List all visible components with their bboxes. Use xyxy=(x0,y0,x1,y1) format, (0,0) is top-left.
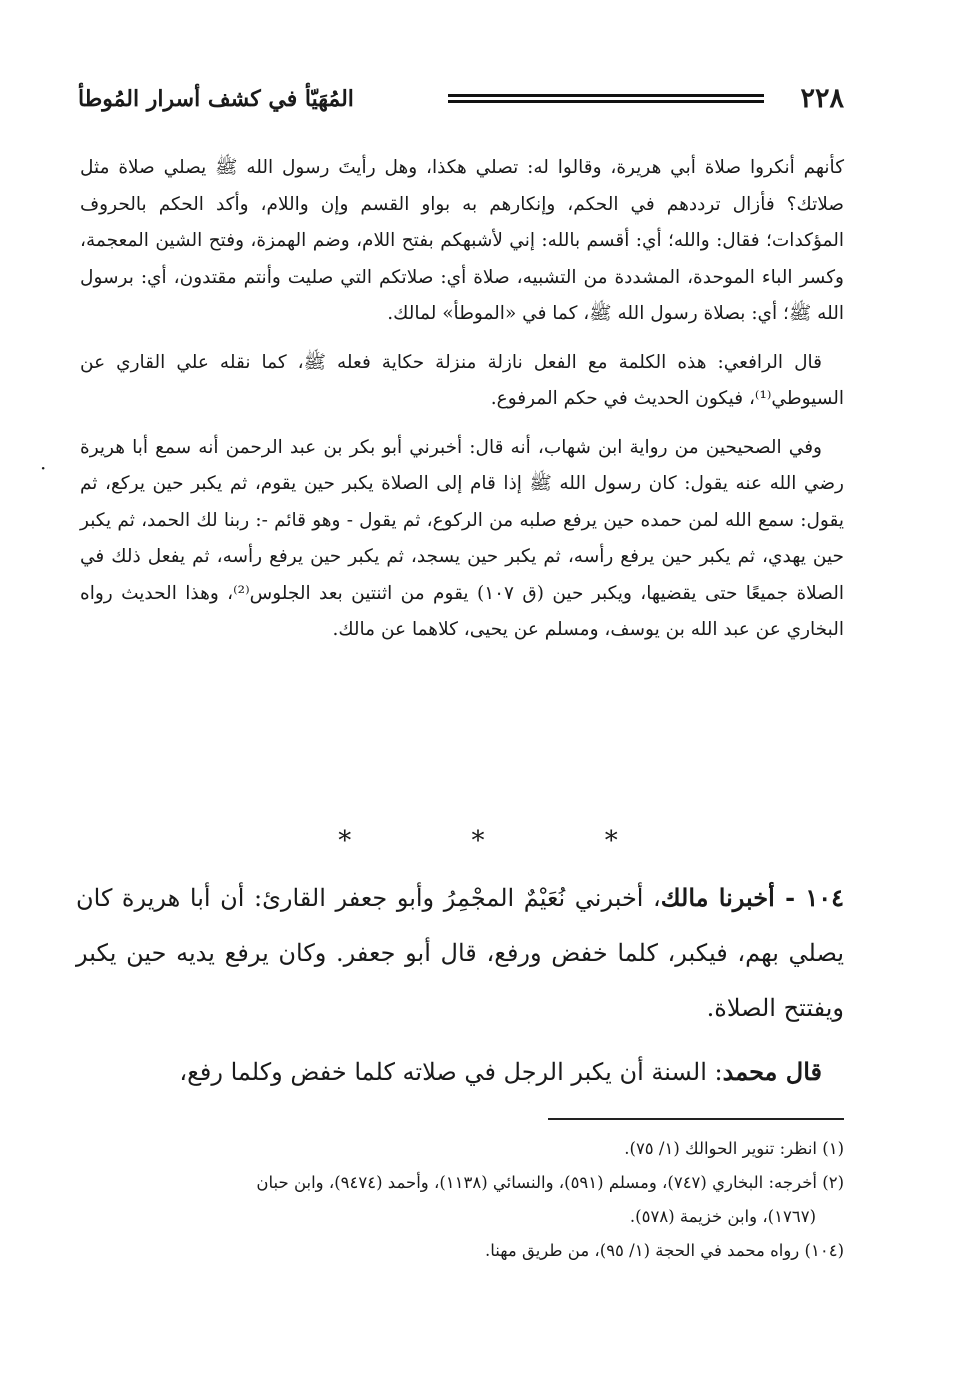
commentary-paragraph: قال الرافعي: هذه الكلمة مع الفعل نازلة منزلة حكاية فعله ﷺ، كما نقله علي القاري عن السيوطي⁽¹⁾، فيكون الحديث في حكم المرفوع. xyxy=(80,351,844,409)
hadith-paragraph xyxy=(76,870,844,1036)
page-number: ٢٢٨ xyxy=(800,83,844,114)
margin-mark: · xyxy=(40,456,47,480)
section-separator: * * * xyxy=(338,826,674,856)
commentary-paragraph: وفي الصحيحين من رواية ابن شهاب، أنه قال: أخبرني أبو بكر بن عبد الرحمن أنه سمع أبا هريرة رضي الله عنه يقول: كان رسول الله ﷺ إذا قام إلى الصلاة يكبر حين يقوم، ثم يكبر حين يركع، ثم يقول: سمع الله لمن حمده حين يرفع صلبه من الركوع، ثم يقول - وهو قائم -: ربنا لك الحمد، ثم يكبر حين يهدي، ثم يكبر حين يرفع رأسه، ثم يكبر حين يسجد، ثم يكبر حين يرفع رأسه، ثم يفعل ذلك في الصلاة جميعًا حتى يقضيها، ويكبر حين (ق ١٠٧) يقوم من اثنتين بعد الجلوس⁽²⁾، وهذا الحديث رواه البخاري عن عبد الله بن يوسف، ومسلم عن يحيى، كلاهما عن مالك. xyxy=(80,436,844,640)
page-header xyxy=(78,80,844,120)
author-comment-body: : السنة أن يكبر الرجل في صلاته كلما خفض وكلما رفع، xyxy=(179,1058,723,1086)
footnote-rule xyxy=(548,1118,844,1120)
hadith-paragraph xyxy=(76,1044,844,1100)
hadith-text xyxy=(76,870,844,1108)
hadith-number-lead: ١٠٤ - أخبرنا مالك xyxy=(660,883,845,912)
footnotes xyxy=(70,1132,844,1268)
commentary-paragraph: كأنهم أنكروا صلاة أبي هريرة، وقالوا له: تصلي هكذا، وهل رأيتَ رسول الله ﷺ يصلي صلاة مثل صلاتك؟ فأزال ترددهم في الحكم، وإنكارهم به بواو القسم وإن واللام، وأكد الحكم بالحروف المؤكدات؛ فقال: والله؛ أي: أقسم بالله: إني لأشبهكم بفتح اللام، وضم الهمزة، وفتح الشين المعجمة، وكسر الباء الموحدة، المشددة من التشبيه، صلاة أي: صلاتكم التي صليت وأنتم مقتدون، أي: برسول الله ﷺ؛ أي: بصلاة رسول الله ﷺ، كما في «الموطأ» لمالك. xyxy=(80,157,844,324)
footnote-104: (١٠٤) رواه محمد في الحجة (١/ ٩٥)، من طريق مهنا. xyxy=(485,1241,844,1260)
footnote-1: (١) انظر: تنوير الحوالك (١/ ٧٥). xyxy=(624,1139,844,1158)
running-title: المُهَيّأ في كشف أسرار المُوطأ xyxy=(78,86,354,112)
header-double-rule xyxy=(448,94,764,97)
hadith-body: ، أخبرني نُعَيْمٌ المجْمِرُ وأبو جعفر القارئ: أن أبا هريرة كان يصلي بهم، فيكبر، كلما خفض ورفع، قال أبو جعفر. وكان يرفع يديه حين يكبر ويفتتح الصلاة. xyxy=(76,884,844,1022)
footnote-2-continued: (١٧٦٧)، وابن خزيمة (٥٧٨). xyxy=(629,1207,816,1226)
author-comment-lead: قال محمد xyxy=(722,1057,822,1086)
footnote-2: (٢) أخرجه: البخاري (٧٤٧)، ومسلم (٥٩١)، والنسائي (١١٣٨)، وأحمد (٩٤٧٤)، وابن حبان xyxy=(256,1173,844,1192)
commentary-text xyxy=(80,150,844,661)
